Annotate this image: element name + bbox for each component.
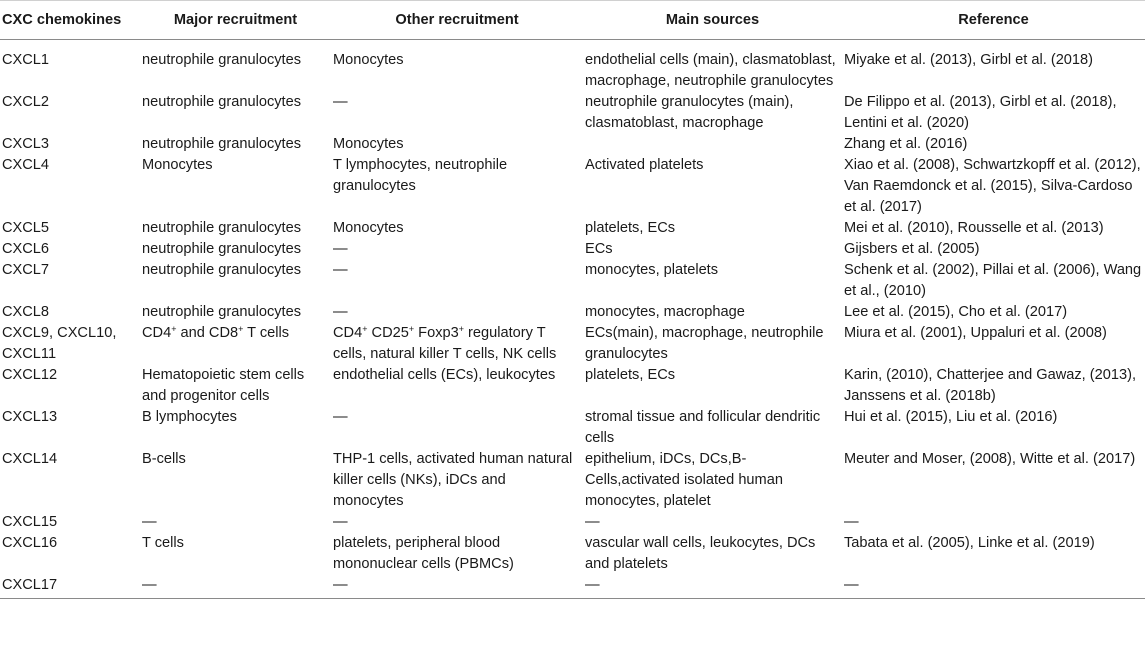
cell-chemokine: CXCL2 <box>2 94 50 110</box>
cell-reference: Mei et al. (2010), Rousselle et al. (2013) <box>844 220 1104 236</box>
table-row <box>0 512 1145 533</box>
cell-reference: Lee et al. (2015), Cho et al. (2017) <box>844 304 1068 320</box>
table-row <box>0 260 1145 302</box>
cell-other: — <box>333 241 348 257</box>
cell-reference: Zhang et al. (2016) <box>844 136 968 152</box>
cell-major: neutrophile granulocytes <box>142 94 302 110</box>
cell-chemokine: CXCL12 <box>2 367 58 383</box>
cell-chemokine: CXCL7 <box>2 262 50 278</box>
cell-chemokine: CXCL15 <box>2 514 58 530</box>
cell-chemokine: CXCL5 <box>2 220 50 236</box>
cell-reference: Xiao et al. (2008), Schwartzkopff et al. (2012), Van Raemdonck et al. (2015), Silva-Cardoso et al. (2017) <box>844 157 1141 215</box>
table-row <box>0 40 1145 93</box>
cell-chemokine: CXCL1 <box>2 52 50 68</box>
table-row <box>0 302 1145 323</box>
cell-major: T cells <box>142 535 184 551</box>
cell-other: THP-1 cells, activated human natural killer cells (NKs), iDCs and monocytes <box>333 451 573 509</box>
cell-sources: — <box>585 514 600 530</box>
cell-other: — <box>333 514 348 530</box>
header-reference: Reference <box>842 1 1145 40</box>
cell-other: platelets, peripheral blood mononuclear cells (PBMCs) <box>333 535 514 572</box>
cell-major: Monocytes <box>142 157 213 173</box>
header-major-recruitment: Major recruitment <box>140 1 331 40</box>
cell-reference: De Filippo et al. (2013), Girbl et al. (2018), Lentini et al. (2020) <box>844 94 1117 131</box>
cell-other: — <box>333 262 348 278</box>
cell-major: neutrophile granulocytes <box>142 262 302 278</box>
cell-major: Hematopoietic stem cells and progenitor cells <box>142 367 305 404</box>
cell-other: Monocytes <box>333 220 404 236</box>
cell-sources <box>583 134 842 155</box>
cell-chemokine: CXCL9, CXCL10, CXCL11 <box>2 325 117 362</box>
cell-reference: Meuter and Moser, (2008), Witte et al. (2017) <box>844 451 1136 467</box>
table-row <box>0 407 1145 449</box>
cell-reference: Schenk et al. (2002), Pillai et al. (2006), Wang et al., (2010) <box>844 262 1142 299</box>
table-row <box>0 323 1145 365</box>
cell-sources: stromal tissue and follicular dendritic cells <box>585 409 821 446</box>
cell-other: Monocytes <box>333 52 404 68</box>
cell-reference: Miyake et al. (2013), Girbl et al. (2018) <box>844 52 1094 68</box>
cell-sources: ECs(main), macrophage, neutrophile granulocytes <box>585 325 824 362</box>
cell-sources: platelets, ECs <box>585 220 676 236</box>
cell-sources: neutrophile granulocytes (main), clasmatoblast, macrophage <box>585 94 794 131</box>
cell-sources: monocytes, platelets <box>585 262 719 278</box>
cell-reference: Gijsbers et al. (2005) <box>844 241 980 257</box>
cell-major: neutrophile granulocytes <box>142 136 302 152</box>
cell-other: T lymphocytes, neutrophile granulocytes <box>333 157 508 194</box>
cell-reference: Tabata et al. (2005), Linke et al. (2019) <box>844 535 1095 551</box>
cell-chemokine: CXCL17 <box>0 575 140 599</box>
cell-reference: Hui et al. (2015), Liu et al. (2016) <box>844 409 1058 425</box>
cell-other: — <box>333 94 348 110</box>
cell-chemokine: CXCL8 <box>2 304 50 320</box>
header-other-recruitment: Other recruitment <box>331 1 583 40</box>
cell-major: — <box>140 575 331 599</box>
cell-other: — <box>333 304 348 320</box>
header-main-sources: Main sources <box>583 1 842 40</box>
table-row <box>0 134 1145 155</box>
cell-chemokine: CXCL14 <box>2 451 58 467</box>
cell-major: B-cells <box>142 451 186 467</box>
cell-major: B lymphocytes <box>142 409 237 425</box>
cell-reference: — <box>842 575 1145 599</box>
table-row <box>0 575 1145 599</box>
cell-chemokine: CXCL6 <box>2 241 50 257</box>
cell-chemokine: CXCL13 <box>2 409 58 425</box>
cell-chemokine: CXCL3 <box>2 136 50 152</box>
table-row <box>0 239 1145 260</box>
table-row <box>0 92 1145 134</box>
table-row <box>0 365 1145 407</box>
cell-other: — <box>333 409 348 425</box>
cell-major: neutrophile granulocytes <box>142 304 302 320</box>
cell-sources: endothelial cells (main), clasmatoblast, macrophage, neutrophile granulocytes <box>585 52 836 89</box>
cell-sources: ECs <box>585 241 613 257</box>
cell-chemokine: CXCL16 <box>2 535 58 551</box>
cell-reference: — <box>844 514 859 530</box>
cell-sources: monocytes, macrophage <box>585 304 745 320</box>
table-row <box>0 155 1145 218</box>
table-row <box>0 533 1145 575</box>
cell-major: CD4+ and CD8+ T cells <box>142 324 290 341</box>
cell-major: neutrophile granulocytes <box>142 52 302 68</box>
header-chemokine: CXC chemokines <box>0 1 140 40</box>
cell-sources: vascular wall cells, leukocytes, DCs and platelets <box>585 535 816 572</box>
cell-chemokine: CXCL4 <box>2 157 50 173</box>
cell-other: Monocytes <box>333 136 404 152</box>
cell-sources: — <box>583 575 842 599</box>
cell-major: neutrophile granulocytes <box>142 241 302 257</box>
table-row <box>0 218 1145 239</box>
cell-reference: Karin, (2010), Chatterjee and Gawaz, (2013), Janssens et al. (2018b) <box>844 367 1137 404</box>
cell-other: endothelial cells (ECs), leukocytes <box>333 367 556 383</box>
cell-sources: Activated platelets <box>585 157 704 173</box>
cell-major: neutrophile granulocytes <box>142 220 302 236</box>
cell-other: — <box>331 575 583 599</box>
cell-sources: epithelium, iDCs, DCs,B-Cells,activated isolated human monocytes, platelet <box>585 451 783 509</box>
cell-reference: Miura et al. (2001), Uppaluri et al. (2008) <box>844 325 1107 341</box>
table-row <box>0 449 1145 512</box>
header-row <box>0 1 1145 40</box>
cell-major: — <box>142 514 157 530</box>
cell-other: CD4+ CD25+ Foxp3+ regulatory T cells, natural killer T cells, NK cells <box>333 324 557 362</box>
cell-sources: platelets, ECs <box>585 367 676 383</box>
